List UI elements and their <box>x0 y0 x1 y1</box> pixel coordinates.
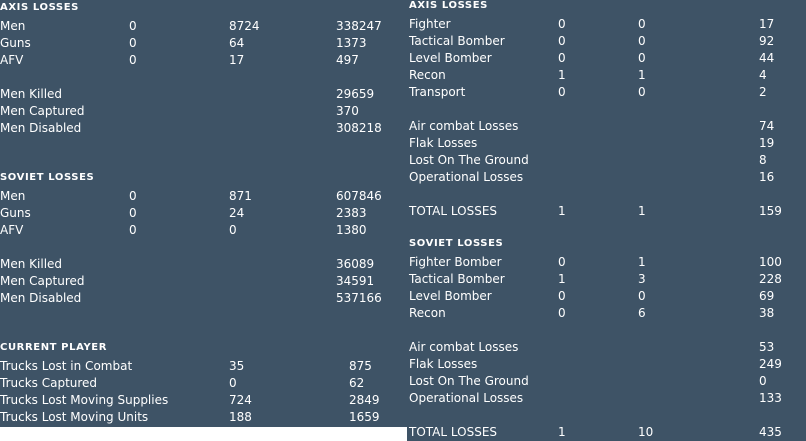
row-label: Trucks Lost in Combat <box>0 359 133 373</box>
row-value: 249 <box>759 357 782 371</box>
row-value: 370 <box>336 104 359 118</box>
table-row <box>0 120 400 137</box>
table-row <box>409 339 806 356</box>
row-label: AFV <box>0 223 24 237</box>
row-value: 10 <box>638 425 654 439</box>
row-label: Tactical Bomber <box>409 34 505 48</box>
table-row <box>409 50 806 67</box>
row-label: Flak Losses <box>409 357 478 371</box>
table-row <box>0 392 400 409</box>
row-value: 0 <box>129 19 137 33</box>
row-label: Level Bomber <box>409 289 492 303</box>
row-value: 69 <box>759 289 775 303</box>
row-value: 724 <box>229 393 252 407</box>
row-value: 1373 <box>336 36 367 50</box>
soviet-air-losses-header: SOVIET LOSSES <box>409 238 504 249</box>
row-value: 0 <box>558 51 566 65</box>
table-row <box>0 290 400 307</box>
row-value: 62 <box>349 376 365 390</box>
blank-strip <box>0 427 407 441</box>
table-row <box>0 52 400 69</box>
row-value: 1659 <box>349 410 380 424</box>
row-value: 133 <box>759 391 782 405</box>
row-value: 8724 <box>229 19 260 33</box>
table-row <box>409 288 806 305</box>
row-value: 497 <box>336 53 359 67</box>
row-value: 0 <box>638 34 646 48</box>
row-label: Lost On The Ground <box>409 153 529 167</box>
row-value: 19 <box>759 136 775 150</box>
row-value: 0 <box>638 51 646 65</box>
row-value: 1 <box>558 425 566 439</box>
row-value: 0 <box>638 289 646 303</box>
current-player-header: CURRENT PLAYER <box>0 342 108 353</box>
soviet-ground-losses-header: SOVIET LOSSES <box>0 172 95 183</box>
table-row <box>0 205 400 222</box>
row-value: 0 <box>558 34 566 48</box>
row-value: 17 <box>229 53 245 67</box>
row-value: 0 <box>638 17 646 31</box>
row-label: Men Disabled <box>0 121 82 135</box>
row-value: 0 <box>129 206 137 220</box>
row-value: 1 <box>638 204 646 218</box>
row-label: Men <box>0 189 26 203</box>
row-value: 1 <box>558 204 566 218</box>
row-value: 53 <box>759 340 775 354</box>
row-value: 1 <box>558 272 566 286</box>
row-label: Men Killed <box>0 257 63 271</box>
row-value: 44 <box>759 51 775 65</box>
row-label: Recon <box>409 306 446 320</box>
table-row <box>0 222 400 239</box>
table-row <box>409 135 806 152</box>
row-label: Fighter <box>409 17 451 31</box>
row-label: Trucks Lost Moving Units <box>0 410 149 424</box>
table-row <box>0 358 400 375</box>
row-label: Men Killed <box>0 87 63 101</box>
row-value: 64 <box>229 36 245 50</box>
table-row <box>409 271 806 288</box>
table-row <box>0 35 400 52</box>
row-value: 0 <box>558 289 566 303</box>
row-value: 17 <box>759 17 775 31</box>
row-value: 159 <box>759 204 782 218</box>
table-row <box>409 169 806 186</box>
row-value: 0 <box>558 306 566 320</box>
row-value: 6 <box>638 306 646 320</box>
row-label: Operational Losses <box>409 391 524 405</box>
row-value: 38 <box>759 306 775 320</box>
row-value: 607846 <box>336 189 382 203</box>
row-value: 228 <box>759 272 782 286</box>
row-value: 0 <box>558 255 566 269</box>
row-value: 338247 <box>336 19 382 33</box>
row-label: Level Bomber <box>409 51 492 65</box>
row-label: Men Disabled <box>0 291 82 305</box>
table-row <box>0 86 400 103</box>
row-value: 0 <box>129 223 137 237</box>
row-label: Recon <box>409 68 446 82</box>
table-row <box>0 103 400 120</box>
table-row <box>0 375 400 392</box>
table-row <box>409 390 806 407</box>
row-label: TOTAL LOSSES <box>409 425 498 439</box>
row-value: 4 <box>759 68 767 82</box>
row-value: 100 <box>759 255 782 269</box>
row-value: 1 <box>558 68 566 82</box>
row-value: 0 <box>558 17 566 31</box>
row-label: Fighter Bomber <box>409 255 502 269</box>
row-value: 0 <box>129 36 137 50</box>
total-row <box>409 203 806 220</box>
row-value: 74 <box>759 119 775 133</box>
row-value: 871 <box>229 189 252 203</box>
table-row <box>409 152 806 169</box>
table-row <box>409 118 806 135</box>
row-value: 8 <box>759 153 767 167</box>
row-label: Men <box>0 19 26 33</box>
table-row <box>0 273 400 290</box>
row-label: Trucks Captured <box>0 376 98 390</box>
row-label: Tactical Bomber <box>409 272 505 286</box>
row-value: 875 <box>349 359 372 373</box>
row-label: Operational Losses <box>409 170 524 184</box>
row-value: 3 <box>638 272 646 286</box>
row-value: 1380 <box>336 223 367 237</box>
table-row <box>409 16 806 33</box>
table-row <box>409 356 806 373</box>
row-value: 188 <box>229 410 252 424</box>
table-row <box>409 254 806 271</box>
table-row <box>409 305 806 322</box>
table-row <box>409 33 806 50</box>
row-label: Air combat Losses <box>409 340 519 354</box>
row-label: Flak Losses <box>409 136 478 150</box>
row-value: 29659 <box>336 87 375 101</box>
row-value: 0 <box>638 85 646 99</box>
row-label: AFV <box>0 53 24 67</box>
row-value: 0 <box>129 189 137 203</box>
row-value: 24 <box>229 206 245 220</box>
row-value: 308218 <box>336 121 382 135</box>
row-label: Guns <box>0 206 31 220</box>
row-value: 0 <box>759 374 767 388</box>
table-row <box>0 18 400 35</box>
axis-ground-losses-header: AXIS LOSSES <box>0 2 79 13</box>
axis-air-losses-header: AXIS LOSSES <box>409 0 488 11</box>
row-label: Guns <box>0 36 31 50</box>
row-value: 0 <box>229 376 237 390</box>
row-value: 1 <box>638 255 646 269</box>
table-row <box>0 188 400 205</box>
row-value: 2383 <box>336 206 367 220</box>
row-value: 92 <box>759 34 775 48</box>
row-value: 0 <box>229 223 237 237</box>
row-label: TOTAL LOSSES <box>409 204 498 218</box>
row-value: 0 <box>129 53 137 67</box>
row-value: 2 <box>759 85 767 99</box>
total-row <box>409 424 806 441</box>
row-value: 1 <box>638 68 646 82</box>
table-row <box>409 373 806 390</box>
row-label: Trucks Lost Moving Supplies <box>0 393 169 407</box>
table-row <box>409 67 806 84</box>
row-label: Men Captured <box>0 274 85 288</box>
row-value: 537166 <box>336 291 382 305</box>
row-value: 2849 <box>349 393 380 407</box>
row-value: 35 <box>229 359 245 373</box>
row-value: 34591 <box>336 274 375 288</box>
row-value: 435 <box>759 425 782 439</box>
row-label: Lost On The Ground <box>409 374 529 388</box>
row-label: Transport <box>409 85 466 99</box>
row-label: Air combat Losses <box>409 119 519 133</box>
row-label: Men Captured <box>0 104 85 118</box>
table-row <box>409 84 806 101</box>
row-value: 16 <box>759 170 775 184</box>
row-value: 36089 <box>336 257 375 271</box>
table-row <box>0 409 400 426</box>
table-row <box>0 256 400 273</box>
row-value: 0 <box>558 85 566 99</box>
